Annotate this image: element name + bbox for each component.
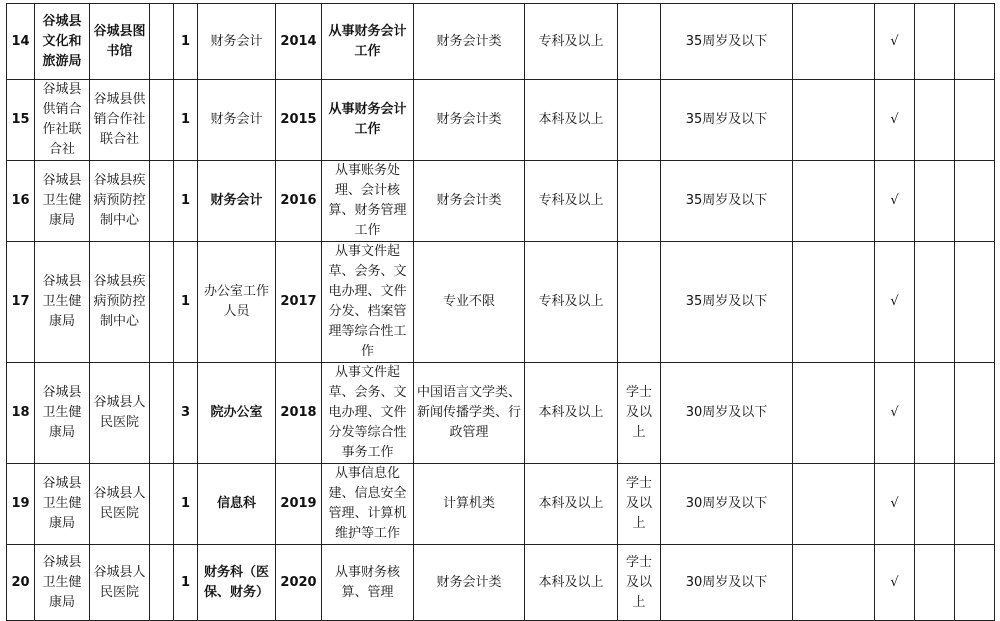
empty-cell [150, 464, 174, 545]
table-row [7, 80, 995, 161]
department-cell: 谷城县卫生健康局 [35, 464, 90, 545]
position-cell: 财务会计 [198, 80, 276, 161]
row-number: 14 [7, 4, 35, 80]
empty-cell [955, 242, 995, 363]
education-cell: 专科及以上 [525, 242, 618, 363]
department-cell: 谷城县卫生健康局 [35, 545, 90, 621]
position-code-cell: 2019 [276, 464, 322, 545]
age-cell: 35周岁及以下 [661, 80, 793, 161]
age-cell: 30周岁及以下 [661, 363, 793, 464]
position-cell: 财务科（医保、财务） [198, 545, 276, 621]
education-cell: 本科及以上 [525, 464, 618, 545]
empty-cell [955, 4, 995, 80]
count-cell: 1 [174, 545, 198, 621]
empty-cell [915, 161, 955, 242]
department-cell: 谷城县卫生健康局 [35, 363, 90, 464]
empty-cell [793, 545, 875, 621]
empty-cell [150, 80, 174, 161]
table-row [7, 161, 995, 242]
empty-cell [793, 80, 875, 161]
empty-cell [793, 4, 875, 80]
degree-cell [618, 80, 661, 161]
unit-cell: 谷城县人民医院 [90, 363, 150, 464]
check-cell: √ [875, 161, 915, 242]
empty-cell [955, 80, 995, 161]
table-row [7, 363, 995, 464]
empty-cell [915, 545, 955, 621]
position-cell: 信息科 [198, 464, 276, 545]
degree-cell [618, 161, 661, 242]
position-cell: 财务会计 [198, 161, 276, 242]
position-cell: 财务会计 [198, 4, 276, 80]
unit-cell: 谷城县供销合作社联合社 [90, 80, 150, 161]
education-cell: 专科及以上 [525, 4, 618, 80]
row-number: 20 [7, 545, 35, 621]
department-cell: 谷城县卫生健康局 [35, 242, 90, 363]
age-cell: 30周岁及以下 [661, 545, 793, 621]
count-cell: 1 [174, 242, 198, 363]
check-cell: √ [875, 363, 915, 464]
degree-cell: 学士及以上 [618, 363, 661, 464]
department-cell: 谷城县卫生健康局 [35, 161, 90, 242]
position-code-cell: 2020 [276, 545, 322, 621]
empty-cell [955, 161, 995, 242]
unit-cell: 谷城县疾病预防控制中心 [90, 242, 150, 363]
count-cell: 1 [174, 464, 198, 545]
position-code-cell: 2016 [276, 161, 322, 242]
empty-cell [150, 545, 174, 621]
education-cell: 本科及以上 [525, 80, 618, 161]
unit-cell: 谷城县人民医院 [90, 545, 150, 621]
empty-cell [793, 161, 875, 242]
major-cell: 财务会计类 [414, 4, 525, 80]
table-row [7, 545, 995, 621]
age-cell: 30周岁及以下 [661, 464, 793, 545]
position-code-cell: 2014 [276, 4, 322, 80]
position-code-cell: 2017 [276, 242, 322, 363]
education-cell: 本科及以上 [525, 363, 618, 464]
count-cell: 3 [174, 363, 198, 464]
empty-cell [793, 464, 875, 545]
unit-cell: 谷城县疾病预防控制中心 [90, 161, 150, 242]
major-cell: 财务会计类 [414, 161, 525, 242]
check-cell: √ [875, 80, 915, 161]
position-cell: 院办公室 [198, 363, 276, 464]
empty-cell [150, 4, 174, 80]
table-row [7, 464, 995, 545]
check-cell: √ [875, 242, 915, 363]
check-cell: √ [875, 4, 915, 80]
empty-cell [915, 242, 955, 363]
table-row [7, 4, 995, 80]
table-row [7, 242, 995, 363]
empty-cell [793, 363, 875, 464]
count-cell: 1 [174, 80, 198, 161]
major-cell: 专业不限 [414, 242, 525, 363]
row-number: 16 [7, 161, 35, 242]
empty-cell [955, 363, 995, 464]
empty-cell [150, 161, 174, 242]
row-number: 18 [7, 363, 35, 464]
degree-cell: 学士及以上 [618, 464, 661, 545]
age-cell: 35周岁及以下 [661, 161, 793, 242]
empty-cell [150, 242, 174, 363]
degree-cell [618, 4, 661, 80]
row-number: 19 [7, 464, 35, 545]
position-cell: 办公室工作人员 [198, 242, 276, 363]
check-cell: √ [875, 464, 915, 545]
age-cell: 35周岁及以下 [661, 4, 793, 80]
duty-cell: 从事财务核算、管理 [322, 545, 414, 621]
recruitment-table [6, 3, 995, 621]
degree-cell [618, 242, 661, 363]
education-cell: 本科及以上 [525, 545, 618, 621]
duty-cell: 从事文件起草、会务、文电办理、文件分发等综合性事务工作 [322, 363, 414, 464]
major-cell: 财务会计类 [414, 545, 525, 621]
age-cell: 35周岁及以下 [661, 242, 793, 363]
empty-cell [915, 464, 955, 545]
department-cell: 谷城县供销合作社联合社 [35, 80, 90, 161]
count-cell: 1 [174, 4, 198, 80]
count-cell: 1 [174, 161, 198, 242]
duty-cell: 从事文件起草、会务、文电办理、文件分发、档案管理等综合性工作 [322, 242, 414, 363]
duty-cell: 从事信息化建、信息安全管理、计算机维护等工作 [322, 464, 414, 545]
education-cell: 专科及以上 [525, 161, 618, 242]
empty-cell [793, 242, 875, 363]
check-cell: √ [875, 545, 915, 621]
unit-cell: 谷城县图书馆 [90, 4, 150, 80]
major-cell: 计算机类 [414, 464, 525, 545]
empty-cell [915, 4, 955, 80]
duty-cell: 从事账务处理、会计核算、财务管理工作 [322, 161, 414, 242]
major-cell: 财务会计类 [414, 80, 525, 161]
position-code-cell: 2018 [276, 363, 322, 464]
empty-cell [955, 545, 995, 621]
empty-cell [915, 363, 955, 464]
row-number: 15 [7, 80, 35, 161]
duty-cell: 从事财务会计工作 [322, 4, 414, 80]
unit-cell: 谷城县人民医院 [90, 464, 150, 545]
empty-cell [915, 80, 955, 161]
row-number: 17 [7, 242, 35, 363]
empty-cell [955, 464, 995, 545]
position-code-cell: 2015 [276, 80, 322, 161]
duty-cell: 从事财务会计工作 [322, 80, 414, 161]
major-cell: 中国语言文学类、新闻传播学类、行政管理 [414, 363, 525, 464]
empty-cell [150, 363, 174, 464]
degree-cell: 学士及以上 [618, 545, 661, 621]
department-cell: 谷城县文化和旅游局 [35, 4, 90, 80]
